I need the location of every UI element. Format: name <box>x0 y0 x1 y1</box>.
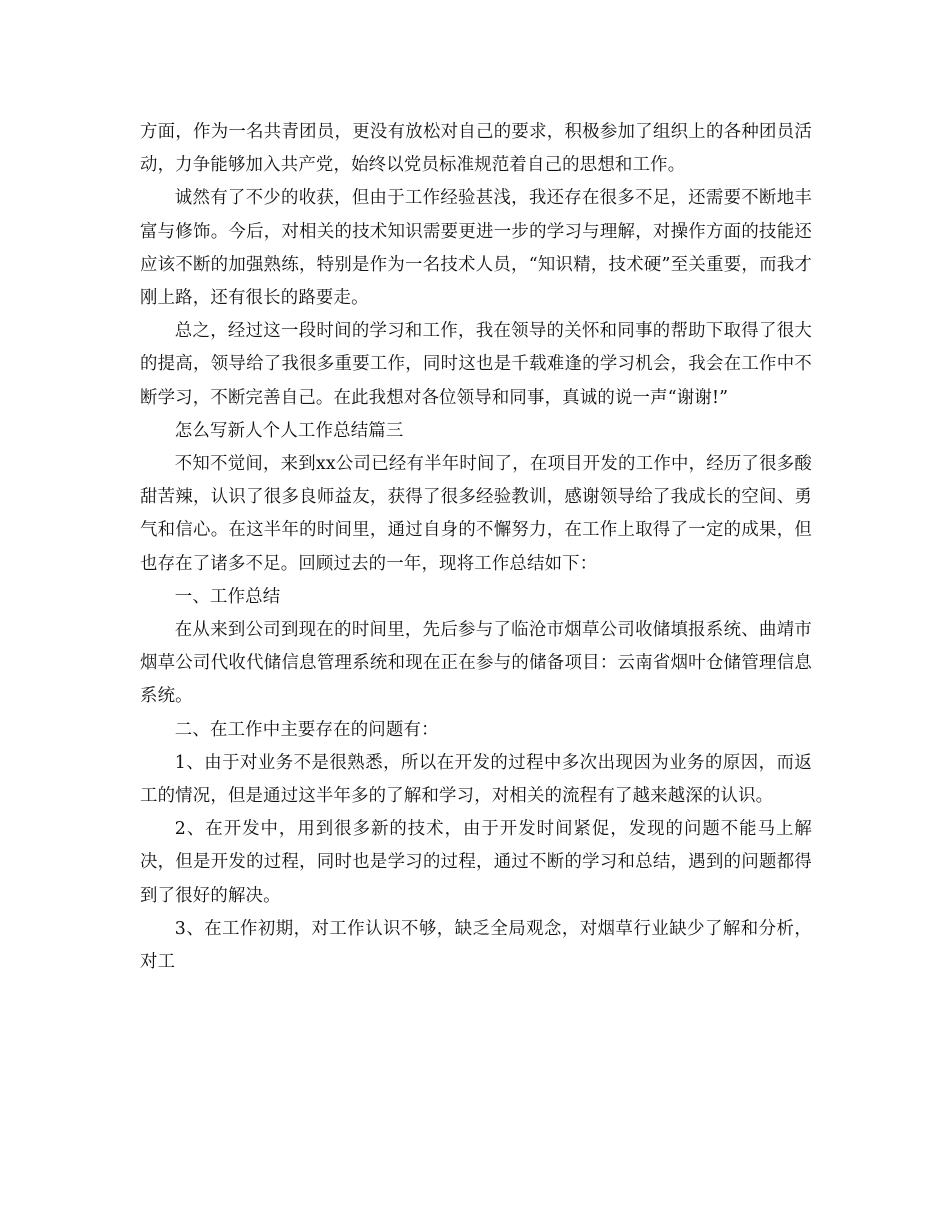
paragraph-3: 总之，经过这一段时间的学习和工作，我在领导的关怀和同事的帮助下取得了很大的提高，领导给了我很多重要工作，同时这也是千载难逢的学习机会，我会在工作中不断学习，不断完善自己。在此我想对各位领导和同事，真诚的说一声“谢谢!” <box>140 321 812 408</box>
document-page <box>140 116 812 979</box>
list-item-1: 1、由于对业务不是很熟悉，所以在开发的过程中多次出现因为业务的原因，而返工的情况，但是通过这半年多的了解和学习，对相关的流程有了越来越深的认识。 <box>140 752 812 807</box>
list-item-3: 3、在工作初期，对工作认识不够，缺乏全局观念，对烟草行业缺少了解和分析，对工 <box>140 918 812 973</box>
paragraph-2: 诚然有了不少的收获，但由于工作经验甚浅，我还存在很多不足，还需要不断地丰富与修饰。今后，对相关的技术知识需要更进一步的学习与理解，对操作方面的技能还应该不断的加强熟练，特别是作为一名技术人员，“知识精，技术硬”至关重要，而我才刚上路，还有很长的路要走。 <box>140 188 812 309</box>
section-heading-work-summary: 一、工作总结 <box>174 586 281 607</box>
paragraph-1: 方面，作为一名共青团员，更没有放松对自己的要求，积极参加了组织上的各种团员活动，力争能够加入共产党，始终以党员标准规范着自己的思想和工作。 <box>140 122 812 176</box>
paragraph-projects: 在从来到公司到现在的时间里，先后参与了临沧市烟草公司收储填报系统、曲靖市烟草公司代收代储信息管理系统和现在正在参与的储备项目：云南省烟叶仓储管理信息系统。 <box>140 620 812 707</box>
section-heading-part-three: 怎么写新人个人工作总结篇三 <box>174 420 404 441</box>
paragraph-intro: 不知不觉间，来到xx公司已经有半年时间了，在项目开发的工作中，经历了很多酸甜苦辣，认识了很多良师益友，获得了很多经验教训，感谢领导给了我成长的空间、勇气和信心。在这半年的时间里，通过自身的不懈努力，在工作上取得了一定的成果，但也存在了诸多不足。回顾过去的一年，现将工作总结如下： <box>140 454 812 574</box>
section-heading-problems: 二、在工作中主要存在的问题有： <box>174 719 439 740</box>
list-item-2: 2、在开发中，用到很多新的技术，由于开发时间紧促，发现的问题不能马上解决，但是开发的过程，同时也是学习的过程，通过不断的学习和总结，遇到的问题都得到了很好的解决。 <box>140 819 812 906</box>
